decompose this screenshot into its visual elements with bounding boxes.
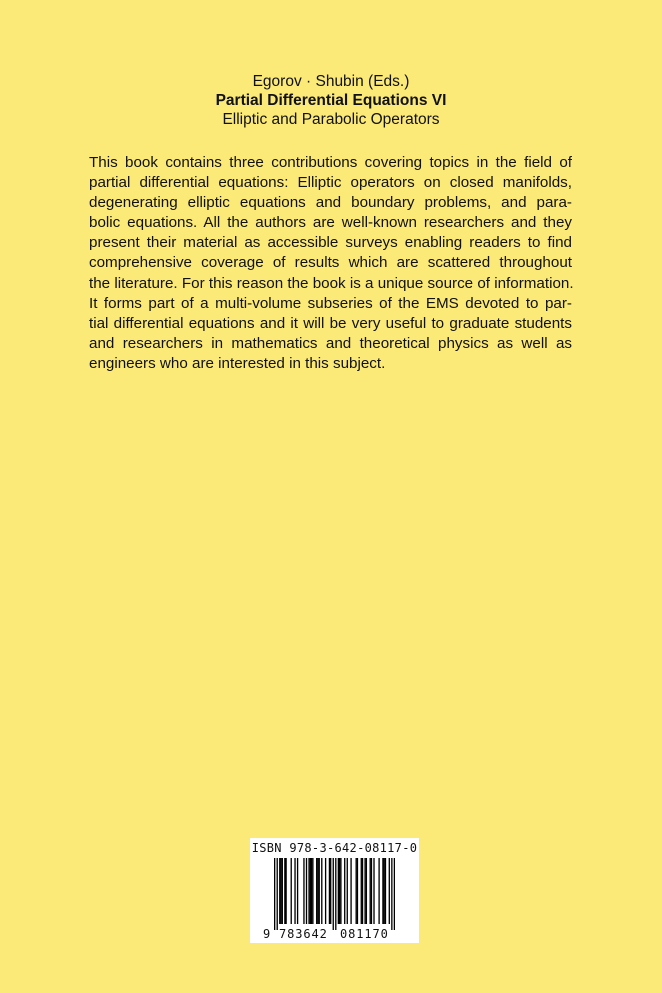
barcode-bar: [311, 858, 312, 924]
barcode-bar: [306, 858, 307, 924]
barcode-bar: [285, 858, 286, 924]
barcode-bar: [294, 858, 295, 924]
barcode-bar: [340, 858, 341, 924]
barcode-bar: [325, 858, 326, 924]
description-line: present their material as accessible surveys enabling readers to find: [89, 234, 572, 252]
barcode-bar: [291, 858, 292, 924]
description-line: tial differential equations and it will be very useful to graduate students: [89, 314, 572, 332]
barcode-bar: [371, 858, 372, 924]
barcode-bar: [321, 858, 322, 924]
barcode-lead-digit: 9: [263, 927, 271, 941]
barcode-bar: [303, 858, 304, 924]
barcode-bar: [361, 858, 362, 924]
book-description: [89, 153, 572, 374]
barcode-bar: [274, 858, 275, 930]
barcode-bar: [389, 858, 390, 924]
barcode-bar: [356, 858, 357, 924]
description-line: comprehensive coverage of results which are scattered throughout: [89, 254, 572, 272]
barcode-image: [274, 858, 395, 930]
barcode-bar: [364, 858, 365, 924]
description-line: degenerating elliptic equations and boundary problems, and para-: [89, 194, 572, 212]
barcode-bar: [280, 858, 281, 924]
barcode-bar: [370, 858, 371, 924]
isbn-barcode-block: [250, 838, 419, 943]
description-line: It forms part of a multi-volume subseries of the EMS devoted to par-: [89, 294, 572, 312]
description-line: This book contains three contributions covering topics in the field of: [89, 154, 572, 171]
barcode-bar: [335, 858, 336, 930]
barcode-bar: [319, 858, 320, 924]
description-line: partial differential equations: Elliptic operators on closed manifolds,: [89, 174, 572, 192]
book-title: Partial Differential Equations VI: [215, 92, 447, 109]
barcode-right-digits: 081170: [340, 927, 389, 941]
barcode-bar: [391, 858, 392, 930]
barcode-bar: [277, 858, 278, 930]
barcode-bar: [316, 858, 317, 924]
barcode-bar: [394, 858, 395, 930]
barcode-bar: [382, 858, 383, 924]
book-subtitle: Elliptic and Parabolic Operators: [222, 111, 440, 128]
barcode-bar: [329, 858, 330, 924]
barcode-bar: [362, 858, 363, 924]
barcode-bar: [338, 858, 339, 924]
barcode-bar: [282, 858, 283, 924]
description-line: engineers who are interested in this subject.: [89, 354, 386, 372]
barcode-bar: [308, 858, 309, 924]
barcode-bar: [284, 858, 285, 924]
barcode-bar: [317, 858, 318, 924]
barcode-bar: [330, 858, 331, 924]
barcode-left-digits: 783642: [279, 927, 328, 941]
isbn-label: ISBN 978-3-642-08117-0: [251, 841, 418, 855]
barcode-bar: [357, 858, 358, 924]
barcode-bar: [333, 858, 334, 930]
barcode-bar: [297, 858, 298, 924]
barcode-digits: [250, 926, 419, 942]
barcode-bar: [347, 858, 348, 924]
editors: Egorov · Shubin (Eds.): [252, 73, 410, 90]
cover-header: [0, 72, 662, 129]
barcode-bar: [279, 858, 280, 924]
barcode-bar: [310, 858, 311, 924]
barcode-bar: [339, 858, 340, 924]
barcode-bar: [373, 858, 374, 924]
barcode-bar: [312, 858, 313, 924]
barcode-bar: [350, 858, 351, 924]
barcode-bar: [384, 858, 385, 924]
barcode-bar: [378, 858, 379, 924]
barcode-bar: [366, 858, 367, 924]
barcode-bar: [344, 858, 345, 924]
description-line: and researchers in mathematics and theoretical physics as well as: [89, 334, 572, 352]
description-line: bolic equations. All the authors are well-known researchers and they: [89, 214, 572, 232]
description-line: the literature. For this reason the book is a unique source of information.: [89, 274, 574, 292]
barcode-bar: [385, 858, 386, 924]
